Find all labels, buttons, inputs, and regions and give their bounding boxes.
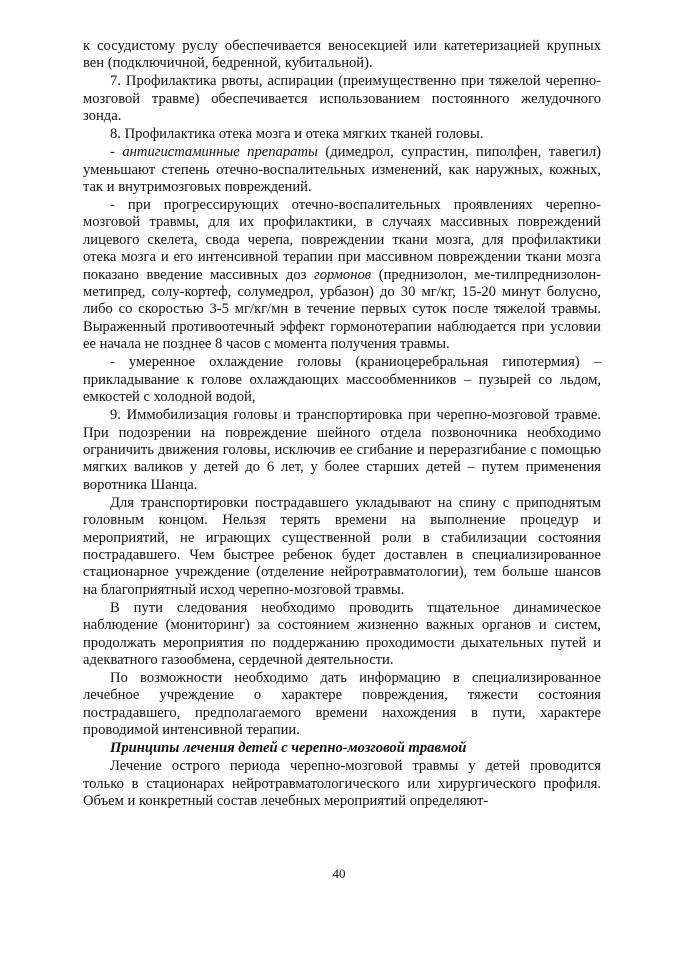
paragraph bbox=[83, 495, 601, 599]
text-run: Лечение острого периода черепно-мозговой травмы у детей проводится только в стационарах нейротравматологического или хирургического профиля. Объем и конкретный состав лечебных мероприятий определяют- bbox=[83, 758, 601, 809]
page-number: 40 bbox=[332, 866, 346, 881]
text-run: 7. Профилактика рвоты, аспирации (преимущественно при тяжелой черепно-мозговой травме) обеспечивается использованием постоянного желудочного зонда. bbox=[83, 73, 601, 125]
document-body bbox=[83, 38, 601, 810]
text-run: к сосудистому руслу обеспечивается веносекцией или катетеризацией крупных вен (подключичной, бедренной, кубитальной). bbox=[83, 38, 601, 72]
section-heading bbox=[83, 740, 601, 757]
paragraph bbox=[83, 354, 601, 406]
paragraph bbox=[83, 407, 601, 494]
text-run: Для транспортировки пострадавшего укладывают на спину с приподнятым головным концом. Нельзя терять времени на выполнение процедур и мероприятий, не играющих существенной роли в стабилизации состояния пострадавшего. Чем быстрее ребенок будет доставлен в специализированное стационарное учреждение (отделение нейротравматологии), тем больше шансов на благоприятный исход черепно-мозговой травмы. bbox=[83, 494, 601, 598]
text-run: (димедрол, супрастин, пиполфен, тавегил) уменьшают степень отечно-воспалительных изменений, как наружных, кожных, так и внутримозговых повреждений. bbox=[83, 144, 602, 196]
text-run: Принципы лечения детей с черепно-мозговой травмой bbox=[110, 740, 467, 757]
paragraph bbox=[83, 144, 601, 196]
italic-term: антигистаминные препараты bbox=[122, 144, 318, 161]
italic-term: гормонов bbox=[314, 266, 372, 283]
text-run: - умеренное охлаждение головы (краниоцеребральная гипотермия) – прикладывание к голове охлаждающих массообменников – пузырей со льдом, емкостей с холодной водой, bbox=[83, 354, 601, 406]
paragraph bbox=[83, 758, 601, 810]
paragraph bbox=[83, 600, 601, 670]
paragraph bbox=[83, 126, 601, 143]
paragraph bbox=[83, 670, 601, 740]
text-run: (преднизолон, ме-тилпреднизолон-метипред, солу-кортеф, солумедрол, урбазон) до 30 мг/кг, 15-20 минут болусно, либо со скоростью 3-5 мг/кг/мн в течение первых суток после тяжелой травмы. Выраженный противоотечный эффект гормонотерапии наблюдается при условии ее начала не позднее 8 часов с момента получения травмы. bbox=[83, 266, 601, 353]
text-run: 8. Профилактика отека мозга и отека мягких тканей головы. bbox=[110, 126, 484, 143]
text-run: - при прогрессирующих отечно-воспалительных проявлениях черепно-мозговой травмы, для их профилактики, в случаях массивных повреждений лицевого скелета, свода черепа, повреждении ткани мозга, для профилактики отека мозга и его интенсивной терапии при массивном повреждении ткани мозга показано введение массивных доз bbox=[83, 197, 601, 283]
paragraph bbox=[83, 197, 601, 354]
paragraph bbox=[83, 38, 601, 73]
text-run: - bbox=[110, 144, 123, 161]
paragraph bbox=[83, 73, 601, 125]
text-run: По возможности необходимо дать информацию в специализированное лечебное учреждение о характере повреждения, тяжести состояния пострадавшего, предполагаемого времени нахождения в пути, характере проводимой интенсивной терапии. bbox=[83, 669, 601, 739]
text-run: В пути следования необходимо проводить тщательное динамическое наблюдение (мониторинг) за состоянием жизненно важных органов и систем, продолжать мероприятия по поддержанию проходимости дыхательных путей и адекватного газообмена, сердечной деятельности. bbox=[83, 599, 601, 668]
text-run: 9. Иммобилизация головы и транспортировка при черепно-мозговой травме. При подозрении на повреждение шейного отдела позвоночника необходимо ограничить движения головы, исключив ее сгибание и переразгибание с помощью мягких валиков у детей до 6 лет, у более старших детей – путем применения воротника Шанца. bbox=[83, 407, 601, 493]
